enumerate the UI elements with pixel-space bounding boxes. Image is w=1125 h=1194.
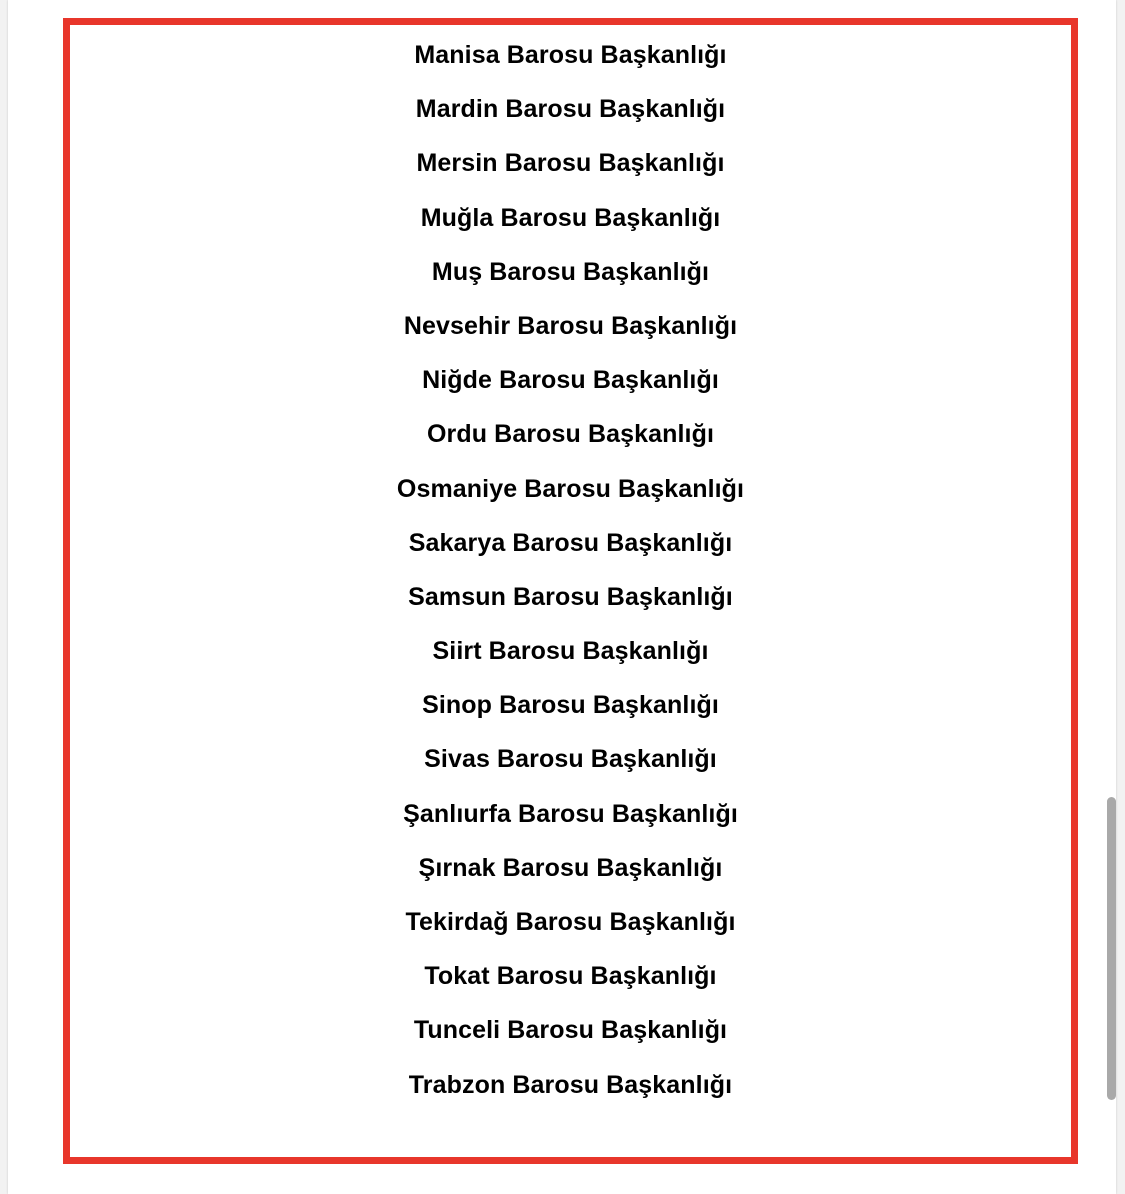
list-item: Sakarya Barosu Başkanlığı bbox=[408, 528, 733, 557]
list-item: Manisa Barosu Başkanlığı bbox=[414, 41, 727, 69]
list-item: Siirt Barosu Başkanlığı bbox=[432, 637, 709, 666]
list-item: Tekirdağ Barosu Başkanlığı bbox=[405, 908, 736, 936]
document-page bbox=[8, 0, 1116, 1194]
list-item: Osmaniye Barosu Başkanlığı bbox=[396, 474, 745, 503]
list-item: Mersin Barosu Başkanlığı bbox=[416, 149, 725, 178]
list-item: Nevsehir Barosu Başkanlığı bbox=[403, 311, 738, 340]
list-item: Niğde Barosu Başkanlığı bbox=[422, 366, 719, 395]
list-item: Şanlıurfa Barosu Başkanlığı bbox=[403, 799, 738, 828]
red-frame bbox=[63, 18, 1078, 1164]
list-item: Sivas Barosu Başkanlığı bbox=[424, 745, 717, 774]
list-item: Tokat Barosu Başkanlığı bbox=[424, 962, 717, 991]
list-item: Tunceli Barosu Başkanlığı bbox=[413, 1016, 728, 1045]
vertical-scrollbar[interactable] bbox=[1107, 0, 1117, 1194]
bar-association-list bbox=[70, 36, 1071, 1120]
list-item: Muş Barosu Başkanlığı bbox=[431, 257, 710, 286]
list-item: Sinop Barosu Başkanlığı bbox=[422, 691, 719, 720]
list-item: Şırnak Barosu Başkanlığı bbox=[418, 853, 723, 882]
scrollbar-thumb[interactable] bbox=[1107, 797, 1116, 1100]
list-item: Mardin Barosu Başkanlığı bbox=[415, 95, 726, 124]
list-item: Ordu Barosu Başkanlığı bbox=[427, 420, 714, 449]
list-item: Muğla Barosu Başkanlığı bbox=[420, 203, 721, 232]
list-item: Samsun Barosu Başkanlığı bbox=[408, 582, 733, 611]
list-item: Trabzon Barosu Başkanlığı bbox=[408, 1070, 733, 1099]
